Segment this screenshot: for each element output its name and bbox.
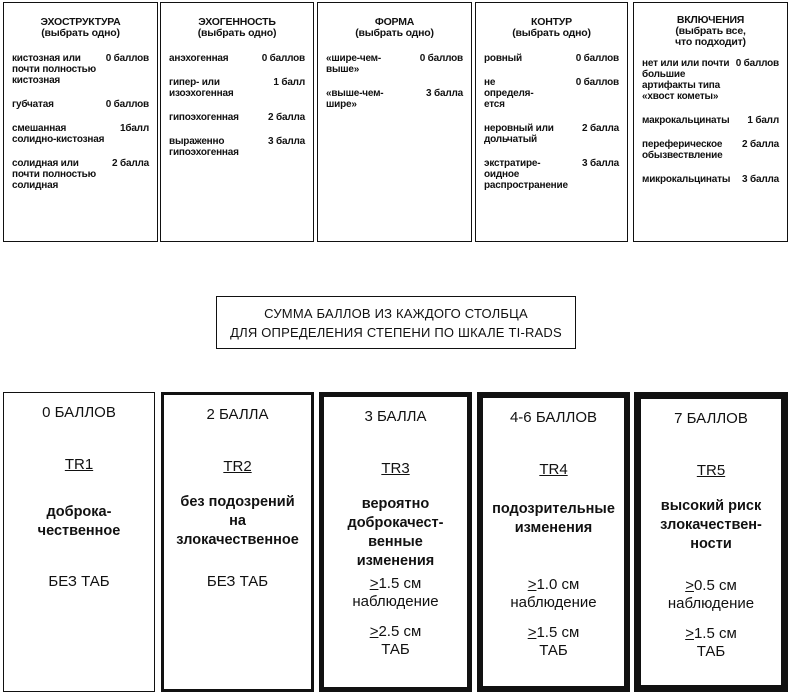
- criteria-label: смешанная солидно-кистозная: [12, 123, 105, 145]
- column-subtitle: (выбрать одно): [512, 27, 591, 39]
- action-value: 1.5 см: [693, 625, 737, 642]
- column-title: КОНТУР: [531, 16, 572, 28]
- column-shape: [317, 2, 472, 242]
- column-subtitle: (выбрать одно): [197, 27, 277, 39]
- category-tr-label: TR1: [64, 456, 94, 473]
- criteria-row: [484, 53, 619, 64]
- category-tr-label: TR4: [539, 461, 568, 478]
- category-action-1: [4, 573, 154, 591]
- sum-line-1: СУММА БАЛЛОВ ИЗ КАЖДОГО СТОЛБЦА: [264, 306, 528, 321]
- category-score: 3 БАЛЛА: [364, 408, 427, 425]
- criteria-label: губчатая: [12, 99, 54, 110]
- category-action-1: [164, 573, 311, 591]
- category-tr3: [319, 392, 472, 692]
- criteria-row: [484, 123, 619, 145]
- criteria-row: [169, 136, 305, 158]
- criteria-label: «выше-чем-шире»: [326, 88, 384, 110]
- criteria-label: анэхогенная: [169, 53, 229, 64]
- criteria-points: 0 баллов: [419, 53, 463, 64]
- criteria-points: 2 балла: [112, 158, 149, 169]
- criteria-points: 0 баллов: [105, 53, 149, 64]
- criteria-points: 3 балла: [582, 158, 619, 169]
- criteria-row: [484, 77, 619, 110]
- category-tr-label: TR5: [696, 462, 726, 479]
- criteria-label: гипоэхогенная: [169, 112, 239, 123]
- criteria-points: 0 баллов: [575, 77, 619, 88]
- category-description: подозрительные изменения: [492, 501, 615, 536]
- action-value: 1.0 см: [536, 576, 580, 593]
- column-subtitle: (выбрать одно): [355, 27, 434, 39]
- criteria-points: 2 балла: [742, 139, 779, 150]
- criteria-points: 0 баллов: [735, 58, 779, 69]
- criteria-row: [12, 53, 149, 86]
- criteria-row: [484, 158, 619, 191]
- criteria-label: солидная или почти полностью солидная: [12, 158, 96, 191]
- category-tr-label: TR2: [223, 458, 252, 475]
- category-action-1: [483, 576, 624, 594]
- category-score: 2 БАЛЛА: [206, 406, 269, 423]
- criteria-label: «шире-чем-выше»: [326, 53, 382, 75]
- category-action-1-note: наблюдение: [352, 593, 439, 610]
- criteria-points: 3 балла: [268, 136, 305, 147]
- criteria-row: [12, 99, 149, 110]
- action-value: 0.5 см: [693, 577, 737, 594]
- column-header: [169, 17, 305, 39]
- criteria-points: 0 баллов: [105, 99, 149, 110]
- sum-line-2: ДЛЯ ОПРЕДЕЛЕНИЯ СТЕПЕНИ ПО ШКАЛЕ TI-RADS: [230, 325, 562, 340]
- column-title: ЭХОГЕННОСТЬ: [198, 16, 276, 28]
- gte-symbol: >: [527, 576, 537, 593]
- criteria-label: микрокальцинаты: [642, 174, 731, 185]
- criteria-label: переферическое обызвествление: [642, 139, 723, 161]
- category-score: 0 БАЛЛОВ: [42, 404, 116, 421]
- criteria-label: неровный или дольчатый: [484, 123, 554, 145]
- column-header: [12, 17, 149, 39]
- criteria-label: ровный: [484, 53, 522, 64]
- category-description: без подозрений на злокачественное: [176, 494, 299, 548]
- column-subtitle: (выбрать все, что подходит): [675, 25, 746, 48]
- category-action-2-note: ТАБ: [696, 643, 726, 660]
- action-value: 1.5 см: [378, 575, 422, 592]
- criteria-points: 1балл: [119, 123, 149, 134]
- criteria-label: макрокальцинаты: [642, 115, 730, 126]
- gte-symbol: >: [369, 623, 379, 640]
- action-value: 2.5 см: [378, 623, 422, 640]
- column-echogenicity: [160, 2, 314, 242]
- category-action-1: [641, 577, 781, 595]
- column-contour: [475, 2, 628, 242]
- criteria-row: [169, 77, 305, 99]
- sum-instruction-box: [216, 296, 576, 349]
- category-tr1: [3, 392, 155, 692]
- category-action-1: [324, 575, 467, 593]
- criteria-label: не определя-ется: [484, 77, 534, 110]
- criteria-label: нет или или почти большие артифакты типа «хвост кометы»: [642, 58, 730, 102]
- criteria-points: 3 балла: [742, 174, 779, 185]
- criteria-row: [326, 53, 463, 75]
- category-tr5: [634, 392, 788, 692]
- criteria-points: 0 баллов: [261, 53, 305, 64]
- criteria-row: [642, 115, 779, 126]
- criteria-label: выраженно гипоэхогенная: [169, 136, 239, 158]
- criteria-row: [12, 158, 149, 191]
- criteria-label: гипер- или изоэхогенная: [169, 77, 234, 99]
- category-action-1-note: наблюдение: [667, 595, 755, 612]
- column-echostructure: [3, 2, 158, 242]
- criteria-points: 2 балла: [582, 123, 619, 134]
- category-score: 7 БАЛЛОВ: [674, 410, 748, 427]
- criteria-label: экстратире-оидное распространение: [484, 158, 568, 191]
- category-action-2-note: ТАБ: [539, 642, 568, 659]
- action-value: БЕЗ ТАБ: [206, 573, 269, 590]
- category-tr4: [477, 392, 630, 692]
- criteria-row: [12, 123, 149, 145]
- category-tr2: [161, 392, 314, 692]
- column-title: ЭХОСТРУКТУРА: [40, 16, 121, 28]
- category-description: доброка-чественное: [37, 504, 121, 539]
- column-header: [642, 15, 779, 48]
- criteria-row: [642, 139, 779, 161]
- column-inclusions: [633, 2, 788, 242]
- gte-symbol: >: [685, 625, 694, 642]
- criteria-row: [642, 58, 779, 102]
- criteria-points: 1 балл: [747, 115, 779, 126]
- column-subtitle: (выбрать одно): [41, 27, 120, 39]
- column-title: ФОРМА: [374, 16, 415, 28]
- category-action-2-note: ТАБ: [381, 641, 410, 658]
- category-action-2: [641, 625, 781, 643]
- category-action-2: [324, 623, 467, 641]
- category-tr-label: TR3: [381, 460, 410, 477]
- criteria-points: 3 балла: [426, 88, 463, 99]
- criteria-points: 1 балл: [273, 77, 305, 88]
- action-value: 1.5 см: [536, 624, 580, 641]
- criteria-label: кистозная или почти полностью кистозная: [12, 53, 96, 86]
- column-header: [484, 17, 619, 39]
- gte-symbol: >: [685, 577, 694, 594]
- category-score: 4-6 БАЛЛОВ: [509, 409, 598, 426]
- category-action-2: [483, 624, 624, 642]
- criteria-row: [326, 88, 463, 110]
- criteria-row: [642, 174, 779, 185]
- category-action-1-note: наблюдение: [510, 594, 597, 611]
- criteria-row: [169, 112, 305, 123]
- criteria-row: [169, 53, 305, 64]
- column-header: [326, 17, 463, 39]
- category-description: вероятно доброкачест-венные изменения: [347, 496, 444, 569]
- action-value: БЕЗ ТАБ: [48, 573, 110, 590]
- gte-symbol: >: [369, 575, 379, 592]
- category-description: высокий риск злокачествен-ности: [660, 498, 762, 552]
- gte-symbol: >: [527, 624, 537, 641]
- criteria-points: 0 баллов: [575, 53, 619, 64]
- column-title: ВКЛЮЧЕНИЯ: [676, 14, 745, 26]
- criteria-points: 2 балла: [268, 112, 305, 123]
